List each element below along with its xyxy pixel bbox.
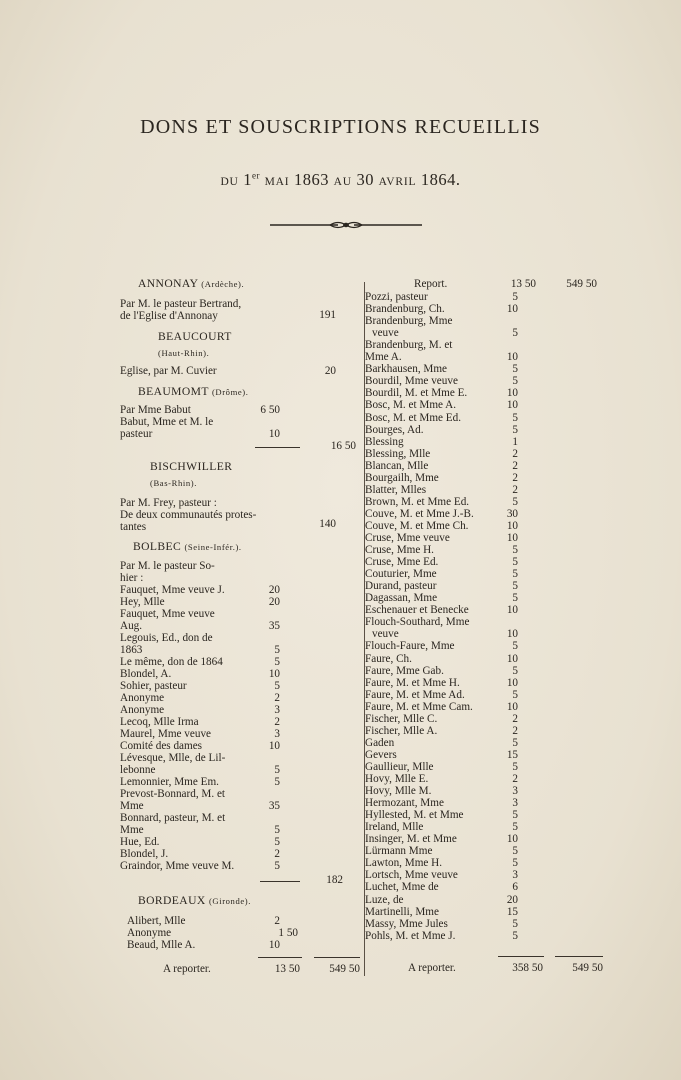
entry-name: Anonyme: [120, 704, 165, 716]
entry-name: Fauquet, Mme veuve: [120, 608, 215, 620]
entry-amount: 5: [512, 821, 518, 834]
entry-name: Hey, Mlle: [120, 596, 165, 608]
section-heading-beaucourt-dept: (Haut-Rhin).: [158, 348, 210, 358]
section-heading-bischwiller-city: BISCHWILLER: [150, 460, 233, 473]
entry-amount: 5: [512, 423, 518, 436]
entry-amount: 3: [512, 869, 518, 882]
entry-name: Blondel, A.: [120, 668, 172, 680]
entry-amount: 3: [274, 728, 280, 740]
entry-amount: 2: [274, 716, 280, 728]
entry-name: Cruse, Mme H.: [365, 544, 434, 557]
entry-name: Comité des dames: [120, 740, 203, 752]
entry-name: Anonyme: [127, 927, 172, 939]
section-heading-bordeaux-dept: (Gironde).: [208, 896, 251, 906]
section-heading-annonay-city: ANNONAY: [138, 277, 198, 290]
entry-name: Bourgailh, Mme: [365, 471, 439, 484]
entry-name: Flouch-Faure, Mme: [365, 640, 455, 653]
entry-amount: 5: [512, 291, 518, 303]
report-label: Report.: [414, 278, 448, 290]
entry-name: Bourdil, M. et Mme E.: [365, 387, 468, 400]
section-heading-bischwiller-dept: (Bas-Rhin).: [150, 478, 197, 488]
entry-name: Barkhausen, Mme: [365, 363, 448, 376]
entry-name: Fischer, Mlle A.: [365, 724, 438, 737]
entry-amount: 5: [274, 836, 280, 848]
entry-text: Par M. Frey, pasteur :: [120, 497, 217, 509]
entry-name: Mme: [120, 800, 144, 812]
section-total: 16 50: [330, 440, 356, 452]
subtitle-du: DU: [220, 176, 239, 188]
entry-text: tantes: [120, 521, 147, 533]
section-heading-beaumont-dept: (Drôme).: [211, 387, 249, 397]
entry-name: Couturier, Mme: [365, 568, 437, 581]
section-heading-beaucourt: [158, 331, 232, 359]
entry-amount: 3: [274, 704, 280, 716]
entry-name: Luze, de: [365, 893, 404, 906]
entry-name: Hue, Ed.: [120, 836, 160, 848]
entry-amount: 10: [268, 939, 280, 951]
subtitle-sup: er: [252, 170, 261, 181]
entry-name: Hovy, Mlle E.: [365, 773, 429, 785]
entry-amount: 35: [268, 620, 280, 632]
entry-name: Prevost-Bonnard, M. et: [120, 788, 226, 800]
entry-amount: 10: [268, 740, 280, 752]
entry-amount: 2: [274, 692, 280, 704]
entry-amount: 2: [512, 459, 518, 472]
entry-amount: 5: [512, 688, 518, 701]
entry-amount: 2: [512, 471, 518, 484]
section-total: 20: [324, 365, 336, 377]
footer-rule: [314, 957, 360, 958]
entry-amount: 2: [512, 483, 518, 496]
section-heading-annonay-dept: (Ardèche).: [201, 279, 245, 289]
entry-name: veuve: [372, 628, 399, 641]
entry-name: Beaud, Mlle A.: [127, 939, 196, 951]
entry-name: Insinger, M. et Mme: [365, 833, 457, 846]
entry-name: Lortsch, Mme veuve: [365, 869, 458, 882]
entry-amount: 10: [506, 652, 518, 665]
entry-amount: 15: [506, 905, 518, 918]
entry-amount: 2: [512, 773, 518, 785]
entry-amount: 5: [274, 656, 280, 668]
entry-text: Par M. le pasteur Bertrand,: [120, 298, 242, 310]
section-heading-bischwiller: [150, 461, 232, 489]
entry-amount: 5: [512, 640, 518, 653]
entry-amount: 2: [512, 447, 518, 460]
entry-amount: 10: [506, 399, 518, 412]
entry-name: Lévesque, Mlle, de Lil-: [120, 752, 226, 764]
entry-amount: 5: [512, 556, 518, 569]
entry-name: Martinelli, Mme: [365, 905, 439, 918]
entry-amount: 5: [512, 327, 518, 340]
entry-name: Babut, Mme et M. le: [120, 416, 214, 428]
entry-name: Brown, M. et Mme Ed.: [365, 495, 470, 508]
entry-amount: 5: [512, 809, 518, 822]
entry-amount: 3: [512, 785, 518, 798]
section-heading-bolbec-dept: (Seine-Infér.).: [184, 542, 242, 552]
entry-name: Couve, M. et Mme J.-B.: [365, 507, 474, 520]
entry-amount: 20: [268, 584, 280, 596]
entry-amount: 20: [268, 596, 280, 608]
carry-forward-label: A reporter.: [408, 962, 456, 974]
entry-amount: 10: [506, 628, 518, 641]
entry-name: Durand, pasteur: [365, 580, 437, 593]
entry-name: lebonne: [120, 764, 156, 776]
entry-amount: 5: [512, 857, 518, 870]
entry-name: Luchet, Mme de: [365, 881, 439, 894]
date-range-subtitle: [0, 170, 681, 190]
entry-amount: 2: [274, 848, 280, 860]
entry-name: Flouch-Southard, Mme: [365, 616, 470, 629]
entry-name: veuve: [372, 327, 399, 340]
entry-amount: 5: [274, 860, 280, 872]
entry-name: Cruse, Mme veuve: [365, 532, 450, 544]
entry-name: Pohls, M. et Mme J.: [365, 929, 456, 942]
subtotal-rule: [255, 447, 300, 448]
entry-amount: 5: [512, 495, 518, 508]
entry-amount: 35: [268, 800, 280, 812]
entry-name: pasteur: [120, 428, 153, 440]
entry-name: Gaden: [365, 736, 395, 749]
entry-name: Hovy, Mlle M.: [365, 785, 432, 798]
section-heading-beaumont-city: BEAUMOMT: [138, 385, 209, 398]
entry-name: Aug.: [120, 620, 143, 632]
subtitle-year1: 1863: [294, 170, 330, 189]
entry-text: De deux communautés protes-: [120, 509, 257, 521]
carry-forward-total: 549 50: [572, 962, 603, 974]
entry-amount: 5: [512, 592, 518, 605]
entry-amount: 10: [506, 604, 518, 617]
entry-amount: 5: [512, 760, 518, 773]
entry-name: Legouis, Ed., don de: [120, 632, 213, 644]
entry-name: hier :: [120, 572, 144, 584]
entry-name: Ireland, Mlle: [365, 821, 424, 834]
entry-amount: 10: [506, 676, 518, 689]
entry-name: Hyllested, M. et Mme: [365, 809, 464, 822]
entry-name: Fischer, Mlle C.: [365, 712, 438, 725]
entry-amount: 1 50: [278, 927, 298, 939]
entry-amount: 20: [506, 893, 518, 906]
entry-amount: 5: [512, 375, 518, 388]
entry-amount: 15: [506, 748, 518, 761]
entry-name: Brandenburg, Ch.: [365, 303, 445, 316]
entry-name: Brandenburg, Mme: [365, 315, 453, 328]
entry-amount: 5: [512, 411, 518, 424]
section-total: 182: [326, 874, 343, 886]
entry-name: Bourges, Ad.: [365, 423, 424, 436]
section-heading-bordeaux-city: BORDEAUX: [138, 894, 206, 907]
entry-amount: 6: [512, 881, 518, 894]
entry-name: Massy, Mme Jules: [365, 917, 448, 930]
entry-name: Blessing: [365, 435, 404, 448]
entry-name: Graindor, Mme veuve M.: [120, 860, 235, 872]
entry-name: Blancan, Mlle: [365, 459, 429, 472]
section-heading-bolbec-city: BOLBEC: [133, 540, 182, 553]
footer-rule: [258, 957, 302, 958]
footer-rule: [498, 956, 544, 957]
footer-rule: [555, 956, 603, 957]
entry-amount: 10: [506, 351, 518, 364]
carry-forward-subtotal: 358 50: [512, 962, 543, 974]
entry-name: Le même, don de 1864: [120, 656, 223, 668]
entry-amount: 2: [512, 712, 518, 725]
page-title: DONS ET SOUSCRIPTIONS RECUEILLIS: [140, 116, 541, 138]
subtitle-day2: 30: [356, 170, 375, 189]
entry-amount: 5: [512, 544, 518, 557]
entry-amount: 10: [506, 833, 518, 846]
entry-name: 1863: [120, 644, 143, 656]
section-heading-bolbec: [133, 541, 242, 553]
entry-name: Sohier, pasteur: [120, 680, 187, 692]
entry-name: Hermozant, Mme: [365, 797, 444, 810]
entry-amount: 10: [506, 700, 518, 713]
entry-amount: 10: [506, 519, 518, 532]
subtitle-mai: MAI: [264, 176, 290, 188]
entry-name: Faure, M. et Mme Ad.: [365, 688, 465, 701]
subtitle-year2: 1864.: [420, 170, 461, 189]
entry-name: Maurel, Mme veuve: [120, 728, 212, 740]
entry-amount: 5: [512, 568, 518, 581]
entry-amount: 2: [512, 724, 518, 737]
entry-amount: 10: [506, 387, 518, 400]
entry-amount: 5: [274, 680, 280, 692]
report-total: 549 50: [566, 278, 597, 290]
entry-text: de l'Eglise d'Annonay: [120, 310, 218, 322]
entry-name: Lawton, Mme H.: [365, 857, 443, 870]
entry-name: Mme A.: [365, 351, 402, 364]
subtitle-au: AU: [333, 176, 352, 188]
entry-amount: 10: [506, 303, 518, 316]
entry-name: Par M. le pasteur So-: [120, 560, 215, 572]
entry-name: Blessing, Mlle: [365, 447, 431, 460]
entry-amount: 5: [512, 845, 518, 858]
entry-name: Lürmann Mme: [365, 845, 433, 858]
ornament-rule-icon: [270, 219, 422, 231]
section-heading-annonay: [138, 278, 244, 290]
entry-amount: 5: [512, 664, 518, 677]
entry-amount: 5: [274, 644, 280, 656]
entry-name: Faure, Ch.: [365, 652, 412, 665]
carry-forward-total: 549 50: [329, 963, 360, 975]
entry-name: Cruse, Mme Ed.: [365, 556, 439, 569]
subtitle-avril: AVRIL: [378, 176, 417, 188]
entry-name: Eschenauer et Benecke: [365, 604, 469, 617]
entry-name: Gevers: [365, 748, 397, 761]
section-total: 140: [319, 518, 336, 530]
entry-amount: 10: [268, 668, 280, 680]
entry-name: Pozzi, pasteur: [365, 291, 428, 303]
entry-name: Fauquet, Mme veuve J.: [120, 584, 225, 596]
entry-name: Bourdil, Mme veuve: [365, 375, 458, 388]
entry-amount: 5: [512, 363, 518, 376]
entry-name: Faure, M. et Mme Cam.: [365, 700, 473, 713]
entry-text: Eglise, par M. Cuvier: [120, 365, 217, 377]
entry-name: Par Mme Babut: [120, 404, 191, 416]
entry-amount: 5: [512, 736, 518, 749]
entry-name: Brandenburg, M. et: [365, 339, 453, 352]
section-heading-bordeaux: [138, 895, 251, 907]
subtitle-day: 1: [243, 170, 253, 189]
entry-amount: 5: [274, 776, 280, 788]
entry-name: Faure, M. et Mme H.: [365, 676, 460, 689]
entry-amount: 10: [268, 428, 280, 440]
entry-amount: 10: [506, 532, 518, 544]
entry-name: Bosc, M. et Mme A.: [365, 399, 457, 412]
entry-name: Anonyme: [120, 692, 165, 704]
entry-amount: 5: [274, 824, 280, 836]
entry-amount: 1: [512, 435, 518, 448]
entry-name: Bonnard, pasteur, M. et: [120, 812, 226, 824]
entry-name: Gaullieur, Mlle: [365, 760, 434, 773]
entry-amount: 2: [274, 915, 280, 927]
section-heading-beaumont: [138, 386, 248, 398]
carry-forward-label: A reporter.: [163, 963, 211, 975]
report-subtotal: 13 50: [510, 278, 536, 290]
entry-name: Lecoq, Mlle Irma: [120, 716, 199, 728]
entry-name: Blatter, Mlles: [365, 483, 427, 496]
entry-name: Lemonnier, Mme Em.: [120, 776, 219, 788]
entry-name: Dagassan, Mme: [365, 592, 438, 605]
entry-name: Mme: [120, 824, 144, 836]
entry-amount: 5: [512, 580, 518, 593]
section-total: 191: [319, 309, 336, 321]
entry-amount: 3: [512, 797, 518, 810]
entry-amount: 5: [512, 929, 518, 942]
entry-name: Faure, Mme Gab.: [365, 664, 444, 677]
entry-amount: 5: [512, 917, 518, 930]
entry-amount: 6 50: [260, 404, 280, 416]
entry-amount: 30: [506, 507, 518, 520]
entry-amount: 5: [274, 764, 280, 776]
entry-name: Blondel, J.: [120, 848, 169, 860]
entry-name: Alibert, Mlle: [127, 915, 186, 927]
carry-forward-subtotal: 13 50: [274, 963, 300, 975]
entry-name: Couve, M. et Mme Ch.: [365, 519, 469, 532]
entry-name: Bosc, M. et Mme Ed.: [365, 411, 462, 424]
section-heading-beaucourt-city: BEAUCOURT: [158, 330, 232, 343]
